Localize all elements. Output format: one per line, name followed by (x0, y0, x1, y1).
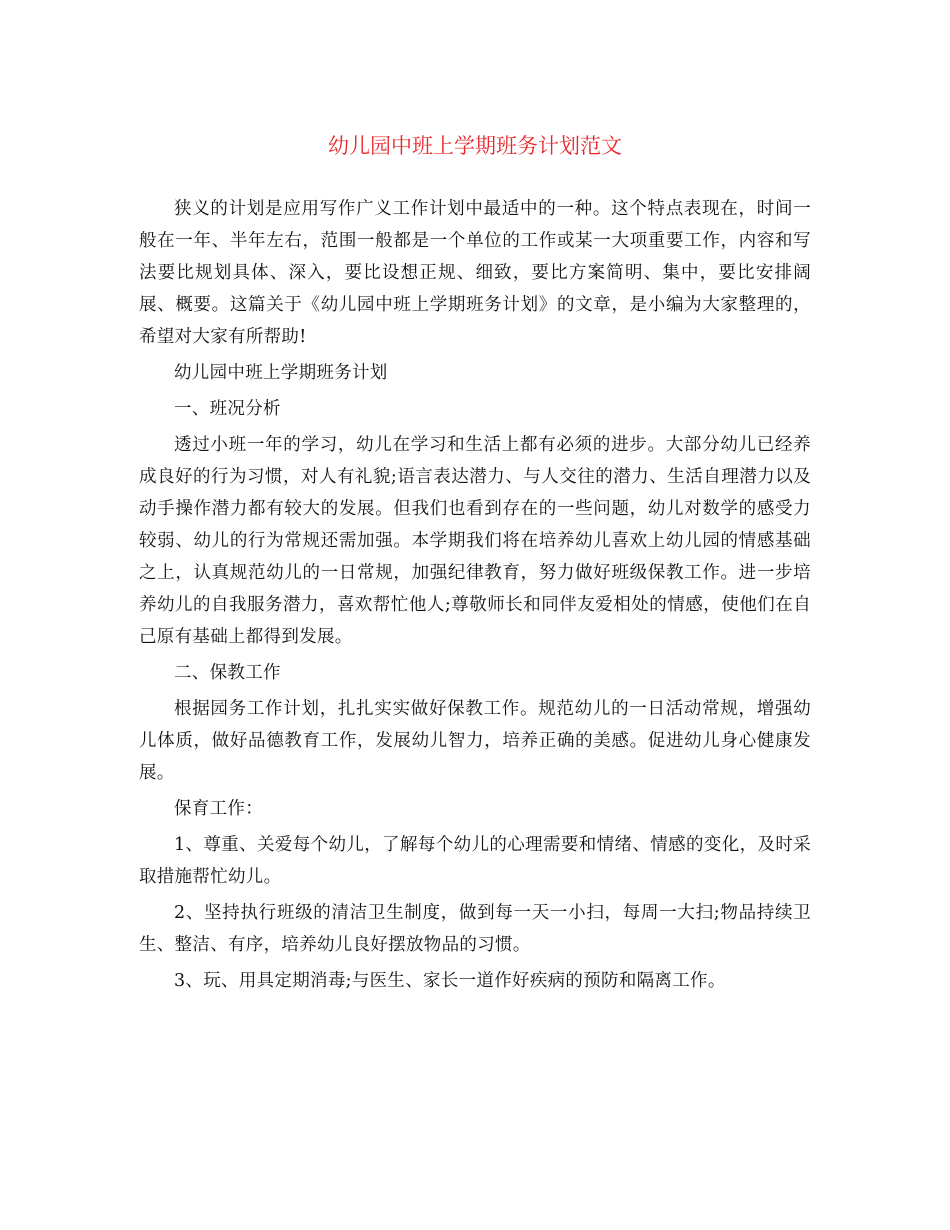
section-heading-care-work: 保育工作： (174, 799, 263, 819)
document-body (139, 193, 811, 1001)
list-item-care-1: 1、尊重、关爱每个幼儿，了解每个幼儿的心理需要和情绪、情感的变化，及时采取措施帮忙幼儿。 (139, 835, 811, 887)
section-heading-class-analysis: 一、班况分析 (174, 399, 281, 419)
list-item-care-2: 2、坚持执行班级的清洁卫生制度，做到每一天一小扫，每周一大扫;物品持续卫生、整洁、有序，培养幼儿良好摆放物品的习惯。 (139, 903, 811, 955)
paragraph-subtitle: 幼儿园中班上学期班务计划 (174, 363, 388, 383)
section-heading-care-education: 二、保教工作 (174, 663, 281, 683)
paragraph-intro: 狭义的计划是应用写作广义工作计划中最适中的一种。这个特点表现在，时间一般在一年、半年左右，范围一般都是一个单位的工作或某一大项重要工作，内容和写法要比规划具体、深入，要比设想正规、细致，要比方案简明、集中，要比安排阔展、概要。这篇关于《幼儿园中班上学期班务计划》的文章，是小编为大家整理的，希望对大家有所帮助! (139, 199, 811, 347)
list-item-care-3: 3、玩、用具定期消毒;与医生、家长一道作好疾病的预防和隔离工作。 (174, 971, 726, 991)
document-title: 幼儿园中班上学期班务计划范文 (328, 134, 622, 158)
paragraph-class-analysis: 透过小班一年的学习，幼儿在学习和生活上都有必须的进步。大部分幼儿已经养成良好的行为习惯，对人有礼貌;语言表达潜力、与人交往的潜力、生活自理潜力以及动手操作潜力都有较大的发展。但我们也看到存在的一些问题，幼儿对数学的感受力较弱、幼儿的行为常规还需加强。本学期我们将在培养幼儿喜欢上幼儿园的情感基础之上，认真规范幼儿的一日常规，加强纪律教育，努力做好班级保教工作。进一步培养幼儿的自我服务潜力，喜欢帮忙他人;尊敬师长和同伴友爱相处的情感，使他们在自己原有基础上都得到发展。 (139, 435, 811, 647)
paragraph-care-education: 根据园务工作计划，扎扎实实做好保教工作。规范幼儿的一日活动常规，增强幼儿体质，做好品德教育工作，发展幼儿智力，培养正确的美感。促进幼儿身心健康发展。 (139, 699, 811, 783)
